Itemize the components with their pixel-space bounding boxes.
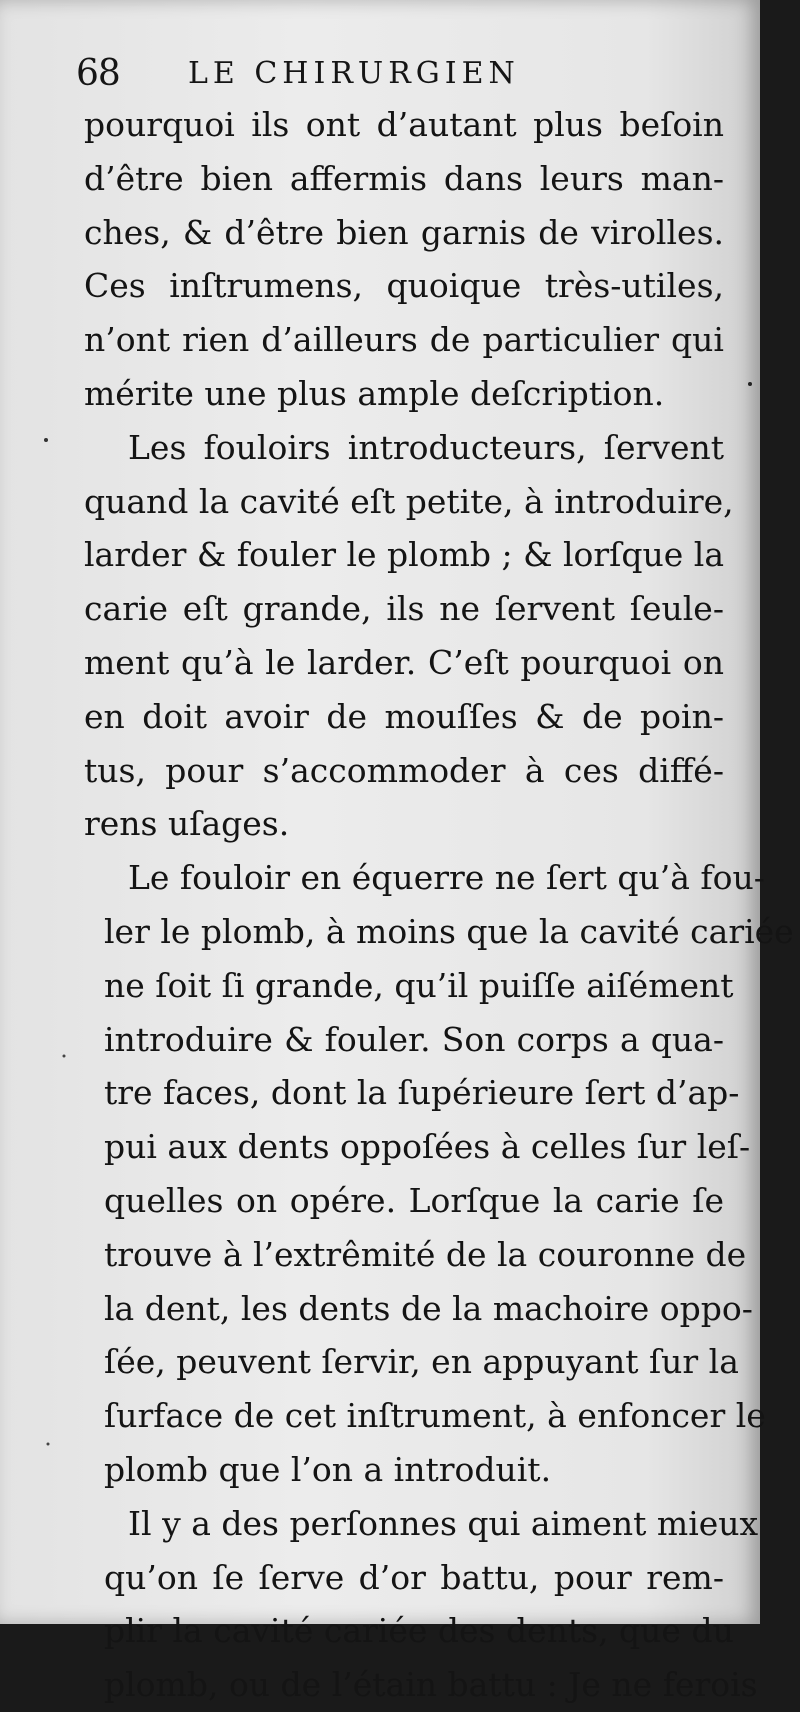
text-line: qu’on ſe ſerve d’or battu, pour rem- <box>104 1557 724 1597</box>
text-line: ler le plomb, à moins que la cavité cariée <box>104 911 794 951</box>
text-line: trouve à l’extrêmité de la couronne de <box>104 1234 747 1274</box>
text-line: plomb que l’on a introduit. <box>104 1449 552 1489</box>
text-line: en doit avoir de mouſſes & de poin- <box>84 696 724 736</box>
text-line: Les fouloirs introducteurs, ſervent <box>128 427 724 467</box>
text-line: carie eſt grande, ils ne ſervent ſeule- <box>84 589 724 629</box>
text-line: ſurface de cet inſtrument, à enfoncer le <box>104 1396 766 1436</box>
text-line: ne ſoit ſi grande, qu’il puiſſe aiſément <box>104 965 734 1005</box>
text-line: pui aux dents oppoſées à celles ſur leſ- <box>104 1127 751 1167</box>
running-title: LE CHIRURGIEN <box>188 56 520 91</box>
text-line: tus, pour s’accommoder à ces diffé- <box>84 750 724 790</box>
page-header <box>70 52 730 96</box>
text-line: plir la cavité cariée des dents, que du <box>104 1611 734 1651</box>
text-line: rens uſages. <box>84 804 290 844</box>
text-line: introduire & fouler. Son corps a qua- <box>104 1019 724 1059</box>
text-line: Ces inſtrumens, quoique très-utiles, <box>84 266 724 306</box>
text-line: mérite une plus ample deſcription. <box>84 373 665 413</box>
text-body <box>84 98 794 1705</box>
text-line: ment qu’à le larder. C’eſt pourquoi on <box>84 642 724 682</box>
text-line: larder & fouler le plomb ; & lorſque la <box>84 535 725 575</box>
text-line: n’ont rien d’ailleurs de particulier qui <box>84 320 724 360</box>
text-line: tre faces, dont la ſupérieure ſert d’ap- <box>104 1073 740 1113</box>
text-line: ches, & d’être bien garnis de virolles. <box>84 212 724 252</box>
text-line: la dent, les dents de la machoire oppo- <box>104 1288 753 1328</box>
text-line: plomb, ou de l’étain battu : Je ne ferois <box>104 1665 758 1705</box>
text-line: pourquoi ils ont d’autant plus beſoin <box>84 105 724 144</box>
text-line: Il y a des perſonnes qui aiment mieux <box>128 1503 759 1543</box>
text-line: Le fouloir en équerre ne ſert qu’à fou- <box>128 858 765 898</box>
text-line: d’être bien affermis dans leurs man- <box>84 158 724 198</box>
text-line: quand la cavité eſt petite, à introduire, <box>84 481 734 521</box>
page-number: 68 <box>76 53 120 94</box>
text-line: ſée, peuvent ſervir, en appuyant ſur la <box>104 1342 739 1382</box>
text-line: quelles on opére. Lorſque la carie ſe <box>104 1180 724 1220</box>
